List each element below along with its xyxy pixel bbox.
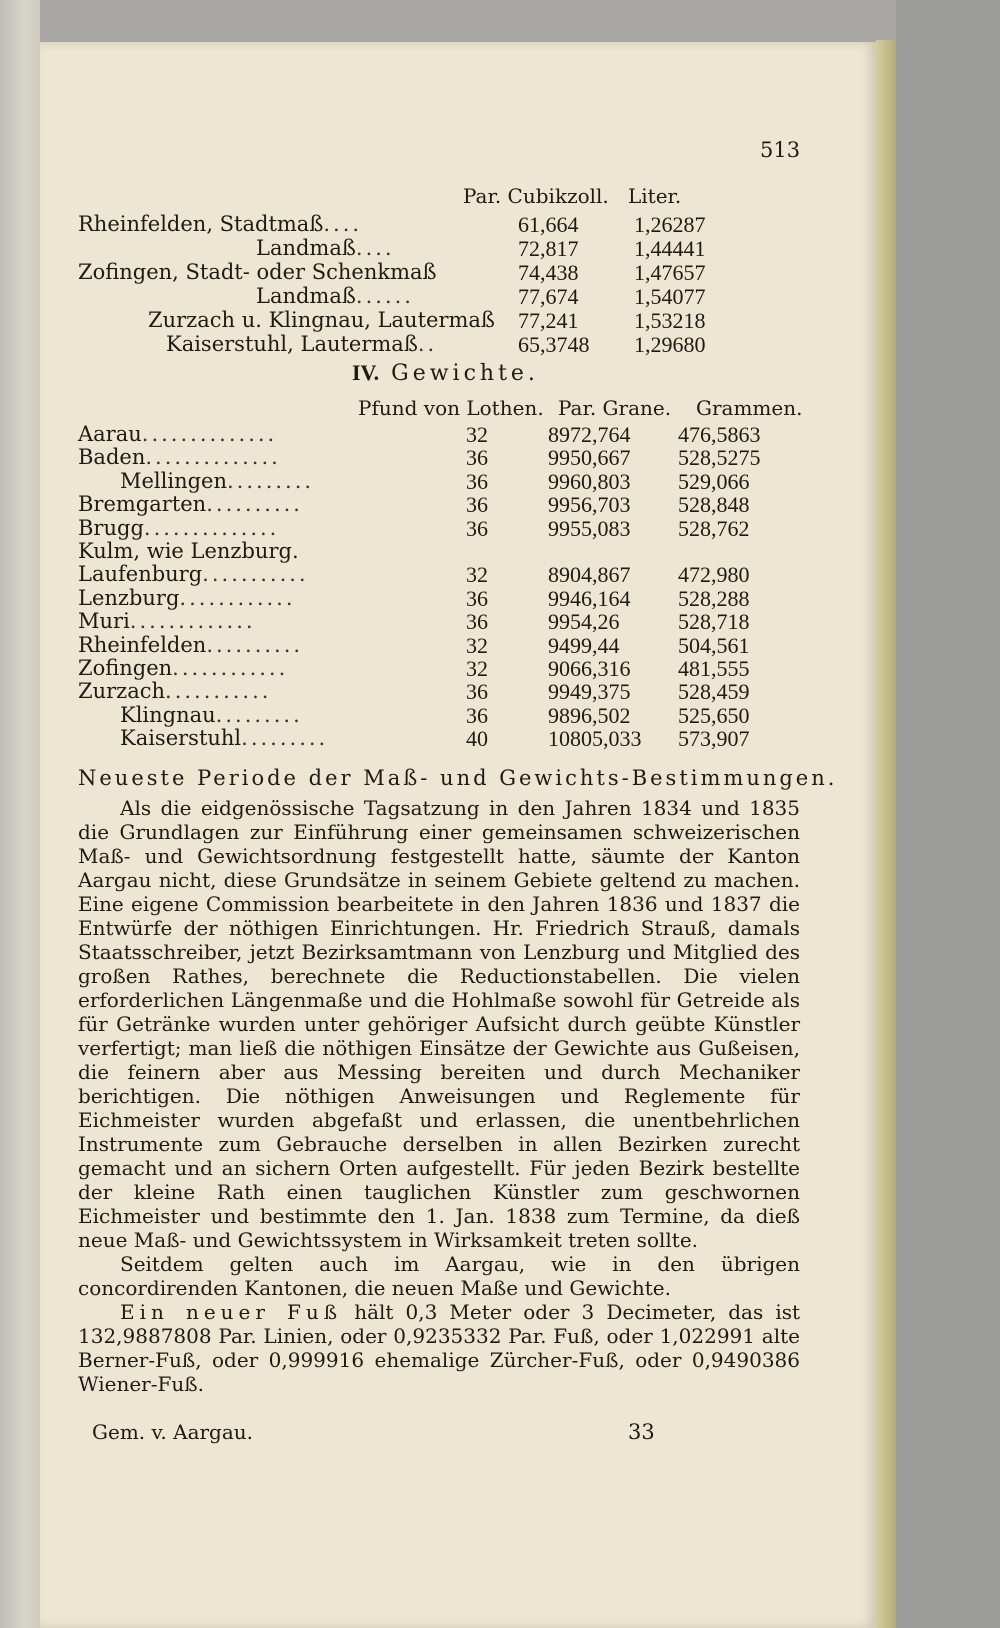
table-row: Landmaß.... — [256, 236, 395, 260]
cell-liter: 1,54077 — [634, 284, 706, 309]
header-grammen: Grammen. — [696, 396, 803, 420]
cell-grammen: 528,5275 — [678, 445, 761, 471]
cell-lothen: 36 — [466, 468, 488, 494]
leader-dots: .......... — [206, 632, 304, 657]
cell-grammen: 528,718 — [678, 609, 750, 635]
leader-dots: ............. — [129, 609, 256, 634]
cell-grammen: 528,459 — [678, 679, 750, 705]
cell-lothen: 36 — [466, 702, 488, 728]
row-label: Rheinfelden — [78, 632, 207, 657]
cell-grane: 9066,316 — [548, 656, 631, 681]
cell-lothen: 36 — [466, 679, 488, 705]
cell-grane: 9956,703 — [548, 492, 631, 518]
table-row — [78, 516, 279, 540]
paragraph: Als die eidgenössische Tagsatzung in den Jahren 1834 und 1835 die Grundlagen zur Einführung einer gemeinsamen schweizerischen Maß- und Gewichtsordnung festgestellt hatte, säumte der Kanton Aargau nicht, diese Grundsätze in seinem Gebiete geltend zu machen. Eine eigene Commission bearbeitete in den Jahren 1836 und 1837 die Entwürfe der nöthigen Einrichtungen. Hr. Friedrich Strauß, damals Staatsschreiber, jetzt Bezirksamtmann von Lenzburg und Mitglied des großen Rathes, berechnete die Reductionstabellen. Die vielen erforderlichen Längenmaße und die Hohlmaße sowohl für Getreide als für Getränke wurden unter gehöriger Aufsicht durch geübte Künstler verfertigt; man ließ die nöthigen Einsätze der Gewichte aus Gußeisen, die feinern aber aus Messing bereiten und durch Mechaniker berichtigen. Die nöthigen Anweisungen und Reglemente für Eichmeister wurden abgefaßt und erlassen, die unentbehrlichen Instrumente zum Gebrauche derselben in allen Bezirken zurecht gemacht und an sichern Orten aufgestellt. Für jeden Bezirk bestellte der kleine Rath einen tauglichen Künstler zum geschwornen Eichmeister und bestimmte den 1. Jan. 1838 zum Termine, da dieß neue Maß- und Gewichtssystem in Wirksamkeit treten sollte. — [78, 796, 800, 1252]
table-row — [120, 726, 328, 750]
table-row — [78, 586, 296, 610]
cell-grane: 8972,764 — [548, 422, 631, 447]
cell-grane: 9949,375 — [548, 679, 631, 705]
row-label: Mellingen — [120, 468, 227, 493]
table-row — [78, 656, 288, 680]
cell-grane: 9499,44 — [548, 632, 620, 658]
cell-grane: 9896,502 — [548, 702, 631, 728]
table-row — [78, 445, 281, 469]
cell-grane: 9946,164 — [548, 585, 631, 611]
leader-dots: .......... — [206, 492, 303, 517]
cell-liter: 1,53218 — [634, 308, 706, 333]
signature-footer: Gem. v. Aargau. — [92, 1420, 254, 1444]
row-label: Muri — [78, 609, 130, 634]
cell-lothen: 32 — [466, 422, 488, 447]
cell-grammen: 481,555 — [678, 656, 750, 681]
cell-lothen: 36 — [466, 585, 488, 611]
cell-lothen: 36 — [466, 609, 488, 635]
period-heading: Neueste Periode der Maß- und Gewichts-Bestimmungen. — [78, 766, 838, 790]
cell-liter: 1,47657 — [634, 260, 706, 285]
leader-dots: .............. — [145, 445, 281, 470]
cell-grammen: 573,907 — [678, 726, 750, 752]
cell-grammen: 504,561 — [678, 632, 750, 658]
paragraph: Seitdem gelten auch im Aargau, wie in den übrigen concordirenden Kantonen, die neuen Maße und Gewichte. — [78, 1252, 800, 1300]
cell-liter: 1,29680 — [634, 332, 706, 357]
leader-dots: ........... — [165, 679, 272, 704]
cell-grane: 9955,083 — [548, 515, 631, 541]
table-row: Zofingen, Stadt- oder Schenkmaß — [78, 260, 437, 284]
cell-lothen: 40 — [466, 726, 488, 752]
cell-lothen: 32 — [466, 656, 488, 681]
leader-dots: ......... — [215, 702, 303, 727]
row-label: Brugg — [78, 515, 144, 540]
table-row — [78, 539, 299, 563]
cell-cubic: 65,3748 — [518, 332, 590, 357]
leader-dots: ......... — [227, 468, 315, 493]
section-title: IV. Gewichte. — [352, 360, 539, 386]
cell-grammen: 528,762 — [678, 515, 750, 541]
cell-cubic: 77,674 — [518, 284, 579, 309]
row-label: Lenzburg — [78, 585, 180, 610]
page-number: 513 — [760, 138, 801, 162]
book-gutter — [0, 0, 40, 1628]
header-grane: Par. Grane. — [558, 396, 672, 420]
cell-grammen: 476,5863 — [678, 422, 761, 447]
cell-lothen: 32 — [466, 632, 488, 658]
row-label: Laufenburg — [78, 562, 203, 587]
cell-grane: 8904,867 — [548, 562, 631, 588]
cell-lothen: 36 — [466, 492, 488, 518]
row-label: Kulm, wie Lenzburg. — [78, 539, 299, 563]
cell-lothen: 36 — [466, 515, 488, 541]
row-label: Bremgarten — [78, 492, 207, 517]
cell-grane: 9960,803 — [548, 468, 631, 494]
table-row — [78, 679, 271, 703]
volume-table — [78, 184, 798, 362]
header-liter: Liter. — [628, 184, 682, 208]
cell-grammen: 529,066 — [678, 468, 750, 494]
row-label: Zofingen — [78, 656, 173, 680]
row-label: Aarau — [78, 422, 142, 446]
cell-cubic: 72,817 — [518, 236, 579, 261]
table-row — [78, 422, 277, 446]
table-row — [120, 703, 303, 727]
table-row: Zurzach u. Klingnau, Lautermaß — [148, 308, 495, 332]
leader-dots: ........... — [202, 562, 309, 587]
table-row — [78, 609, 256, 633]
table-row — [120, 469, 314, 493]
paragraph: Ein neuer Fuß hält 0,3 Meter oder 3 Decimeter, das ist 132,9887808 Par. Linien, oder 0,9235332 Par. Fuß, oder 1,022991 alte Berner-Fuß, oder 0,999916 ehemalige Zürcher-Fuß, oder 0,9490386 Wiener-Fuß. — [78, 1300, 801, 1396]
row-label: Kaiserstuhl — [120, 726, 242, 751]
table-row — [78, 562, 309, 586]
cell-grammen: 472,980 — [678, 562, 750, 588]
cell-cubic: 74,438 — [518, 260, 579, 285]
leader-dots: .............. — [141, 422, 278, 446]
header-cubic: Par. Cubikzoll. — [463, 184, 609, 208]
cell-grammen: 525,650 — [678, 702, 750, 728]
table-row — [78, 633, 303, 657]
leader-dots: ......... — [241, 726, 329, 751]
cell-grane: 9950,667 — [548, 445, 631, 471]
cell-cubic: 61,664 — [518, 212, 579, 237]
table-row: Rheinfelden, Stadtmaß.... — [78, 212, 363, 236]
header-lothen: Pfund von Lothen. — [358, 396, 544, 420]
sheet-number: 33 — [628, 1420, 655, 1444]
cell-grane: 9954,26 — [548, 609, 620, 635]
leader-dots: .............. — [143, 515, 280, 540]
table-row: Kaiserstuhl, Lautermaß.. — [166, 332, 438, 356]
cell-grammen: 528,848 — [678, 492, 750, 518]
weights-table — [78, 396, 803, 762]
table-row — [78, 492, 303, 516]
leader-dots: ............ — [179, 585, 296, 610]
table-row: Landmaß...... — [256, 284, 414, 308]
leader-dots: ............ — [172, 656, 289, 680]
cell-lothen: 36 — [466, 445, 488, 471]
cell-cubic: 77,241 — [518, 308, 579, 333]
cell-lothen: 32 — [466, 562, 488, 588]
page-edge — [876, 40, 896, 1628]
row-label: Klingnau — [120, 702, 216, 727]
cell-liter: 1,26287 — [634, 212, 706, 237]
cell-liter: 1,44441 — [634, 236, 706, 261]
row-label: Zurzach — [78, 679, 166, 704]
body-text — [78, 796, 800, 1396]
cell-grane: 10805,033 — [548, 726, 642, 752]
row-label: Baden — [78, 445, 146, 470]
cell-grammen: 528,288 — [678, 585, 750, 611]
